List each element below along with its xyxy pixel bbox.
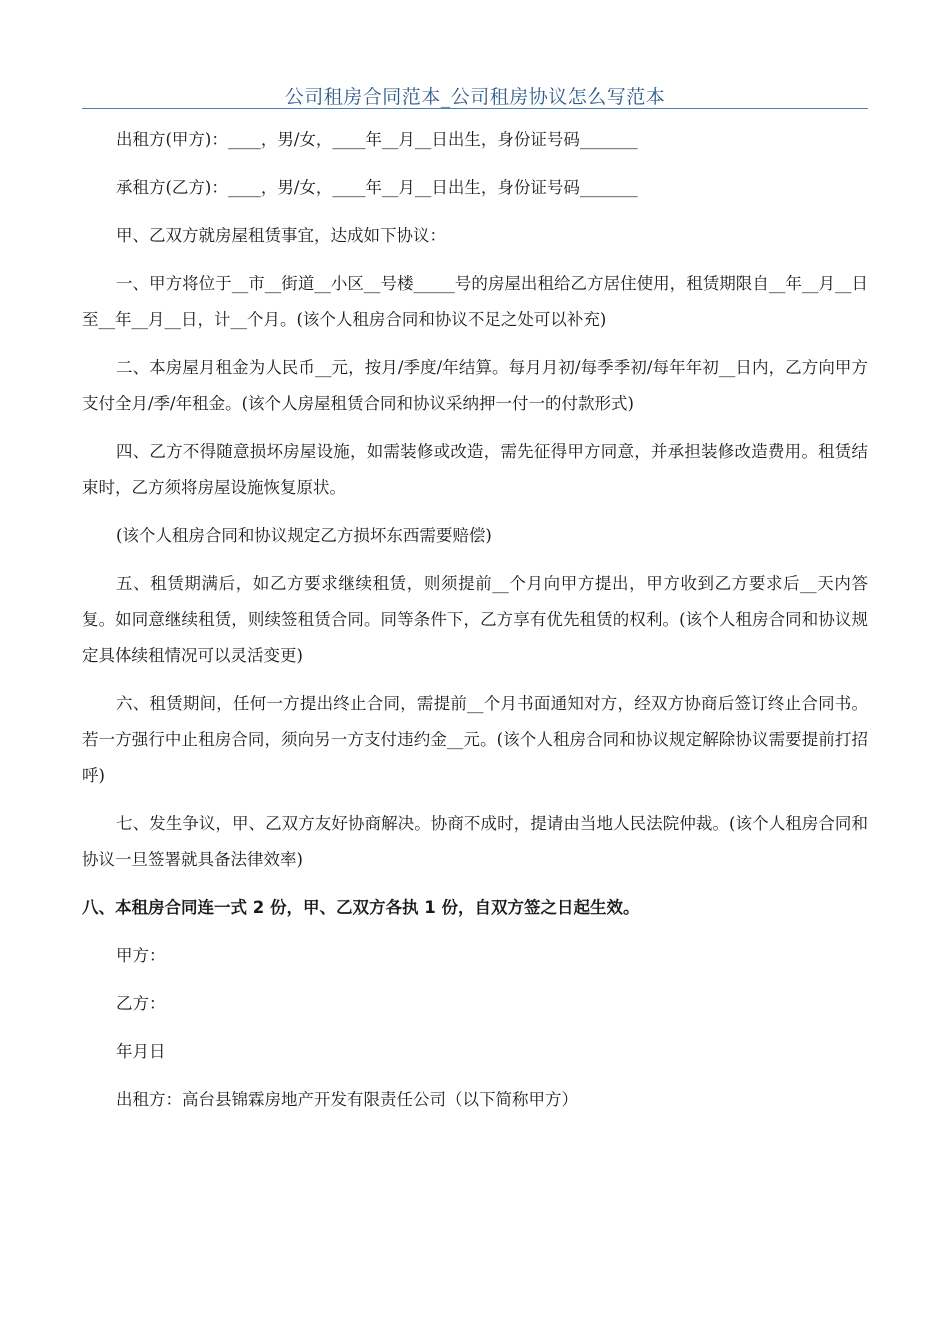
clause-8: 八、本租房合同连一式 2 份，甲、乙双方各执 1 份，自双方签之日起生效。 [82,898,640,917]
clause-7: 七、发生争议，甲、乙双方友好协商解决。协商不成时，提请由当地人民法院仲裁。(该个人租房合同和协议一旦签署就具备法律效率) [82,814,868,869]
signature-party-a: 甲方： [116,946,166,965]
agreement-intro: 甲、乙双方就房屋租赁事宜，达成如下协议： [116,226,446,245]
clause-2: 二、本房屋月租金为人民币__元，按月/季度/年结算。每月月初/每季季初/每年年初__日内，乙方向甲方支付全月/季/年租金。(该个人房屋租赁合同和协议采纳押一付一的付款形式) [82,358,868,413]
clause-1: 一、甲方将位于__市__街道__小区__号楼_____号的房屋出租给乙方居住使用，租赁期限自__年__月__日至__年__月__日，计__个月。(该个人租房合同和协议不足之处可以补充) [82,274,868,329]
clause-6: 六、租赁期间，任何一方提出终止合同，需提前__个月书面通知对方，经双方协商后签订终止合同书。若一方强行中止租房合同，须向另一方支付违约金__元。(该个人租房合同和协议规定解除协议需要提前打招呼) [82,694,868,785]
signature-date: 年月日 [116,1042,166,1061]
clause-5: 五、租赁期满后，如乙方要求继续租赁，则须提前__个月向甲方提出，甲方收到乙方要求后__天内答复。如同意继续租赁，则续签租赁合同。同等条件下，乙方享有优先租赁的权利。(该个人租房合同和协议规定具体续租情况可以灵活变更) [82,574,868,665]
clause-4-note: (该个人租房合同和协议规定乙方损坏东西需要赔偿) [116,526,492,545]
lessor-company-line: 出租方：高台县锦霖房地产开发有限责任公司（以下简称甲方） [116,1090,578,1109]
clause-4: 四、乙方不得随意损坏房屋设施，如需装修或改造，需先征得甲方同意，并承担装修改造费用。租赁结束时，乙方须将房屋设施恢复原状。 [82,442,868,497]
page-header: 公司租房合同范本_公司租房协议怎么写范本 [284,86,666,108]
party-a-line: 出租方(甲方)：____，男/女，____年__月__日出生，身份证号码_______ [116,130,638,149]
document-body [82,122,868,1130]
party-b-line: 承租方(乙方)：____，男/女，____年__月__日出生，身份证号码_______ [116,178,638,197]
header-divider [82,108,868,109]
signature-party-b: 乙方： [116,994,166,1013]
